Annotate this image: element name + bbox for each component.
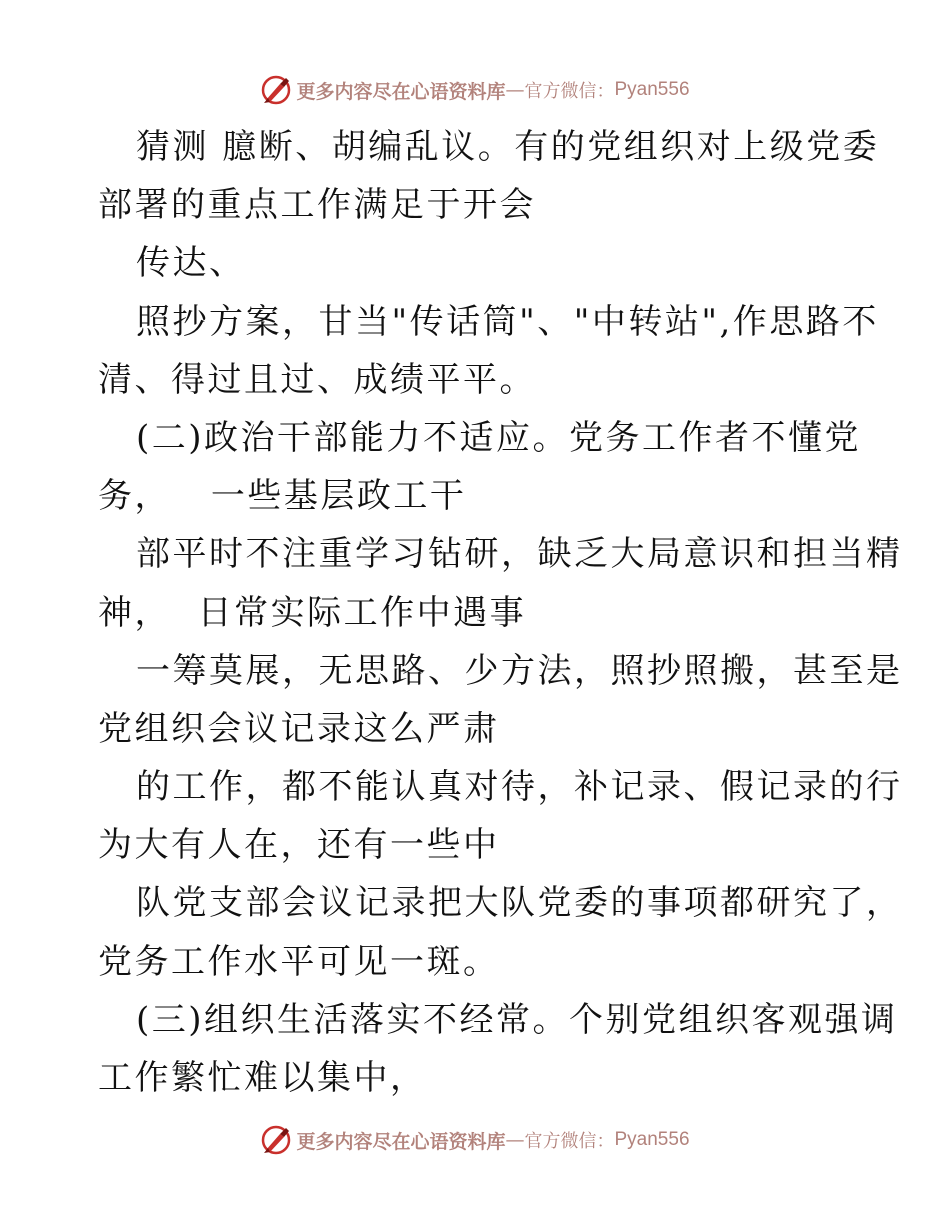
text-line: 猜测 臆断、胡编乱议。有的党组织对上级党委 <box>136 127 880 167</box>
pen-circle-logo-icon <box>260 1124 292 1156</box>
text-line: 务， 一些基层政工干 <box>98 476 467 517</box>
pen-circle-logo-icon <box>260 74 292 106</box>
text-line: 的工作，都不能认真对待，补记录、假记录的行 <box>136 767 903 808</box>
text-line: 工作繁忙难以集中， <box>98 1058 427 1098</box>
banner-wechat-label: 官方微信： <box>524 1131 615 1152</box>
document-body <box>98 118 903 1107</box>
banner-main-text: 更多内容尽在心语资料库 <box>296 1130 506 1153</box>
banner-wechat-id: Pyan556 <box>614 79 690 100</box>
footer-banner <box>0 1120 950 1160</box>
text-line: 照抄方案，甘当"传话筒"、"中转站",作思路不 <box>136 301 879 342</box>
banner-main-text: 更多内容尽在心语资料库 <box>296 80 506 103</box>
text-line: 清、得过且过、成绩平平。 <box>98 359 536 400</box>
text-line: 传达、 <box>136 243 246 284</box>
text-line: 部平时不注重学习钻研，缺乏大局意识和担当精 <box>136 534 903 575</box>
text-line: 党务工作水平可见一斑。 <box>98 941 500 982</box>
text-line: 神， 日常实际工作中遇事 <box>98 592 527 633</box>
text-line: 部署的重点工作满足于开会 <box>98 185 536 226</box>
text-line: 队党支部会议记录把大队党委的事项都研究了， <box>136 883 903 924</box>
text-line: (二)政治干部能力不适应。党务工作者不懂党 <box>136 417 862 458</box>
header-banner <box>0 70 950 110</box>
header-banner-text <box>296 77 689 104</box>
banner-wechat-id: Pyan556 <box>614 1129 690 1150</box>
footer-banner-text <box>296 1127 689 1154</box>
text-line: 一筹莫展，无思路、少方法，照抄照搬，甚至是 <box>136 650 903 691</box>
text-line: (三)组织生活落实不经常。个别党组织客观强调 <box>136 999 898 1040</box>
text-line: 党组织会议记录这么严肃 <box>98 708 500 749</box>
banner-separator: — <box>505 79 525 101</box>
text-line: 为大有人在，还有一些中 <box>98 825 500 866</box>
banner-separator: — <box>505 1129 525 1151</box>
banner-wechat-label: 官方微信： <box>524 81 615 102</box>
